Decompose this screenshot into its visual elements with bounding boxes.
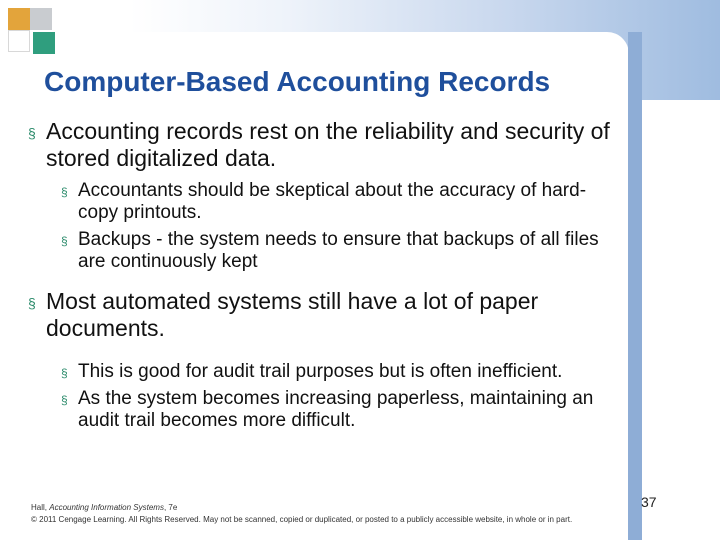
sub-bullet-item	[24, 229, 624, 273]
slide-title: Computer-Based Accounting Records	[44, 66, 551, 97]
accent-bar	[628, 32, 642, 540]
gray-square-decoration	[30, 8, 52, 30]
sub-bullet-icon: §	[61, 393, 68, 407]
sub-bullet-icon: §	[61, 234, 68, 248]
sub-bullet-text: As the system becomes increasing paperless, maintaining an audit trail becomes more difficult.	[78, 388, 594, 431]
bullet-text: Accounting records rest on the reliability and security of stored digitalized data.	[46, 118, 610, 171]
copyright-footer	[31, 502, 572, 526]
citation-prefix: Hall,	[31, 503, 50, 512]
teal-square-decoration	[33, 32, 55, 54]
sub-bullet-item	[24, 361, 624, 383]
sub-bullet-icon: §	[61, 185, 68, 199]
white-square-decoration	[8, 30, 30, 52]
bullet-item	[24, 288, 624, 342]
sub-bullet-text: Accountants should be skeptical about the accuracy of hard-copy printouts.	[78, 180, 587, 223]
orange-square-decoration	[8, 8, 30, 30]
book-title: Accounting Information Systems	[49, 503, 164, 512]
slide-content	[24, 118, 624, 432]
bullet-text: Most automated systems still have a lot of paper documents.	[46, 288, 539, 341]
sub-bullet-text: This is good for audit trail purposes but is often inefficient.	[78, 361, 563, 382]
bullet-icon: §	[28, 125, 36, 141]
bullet-icon: §	[28, 295, 36, 311]
sub-bullet-item	[24, 180, 624, 224]
citation-line	[31, 502, 572, 514]
copyright-line: © 2011 Cengage Learning. All Rights Reserved. May not be scanned, copied or duplicated, or posted to a publicly accessible website, in whole or in part.	[31, 515, 573, 524]
bullet-item	[24, 118, 624, 172]
sub-bullet-text: Backups - the system needs to ensure that backups of all files are continuously kept	[78, 229, 599, 272]
citation-suffix: , 7e	[163, 503, 178, 512]
page-number: 37	[641, 494, 657, 510]
sub-bullet-icon: §	[61, 366, 68, 380]
sub-bullet-item	[24, 388, 624, 432]
